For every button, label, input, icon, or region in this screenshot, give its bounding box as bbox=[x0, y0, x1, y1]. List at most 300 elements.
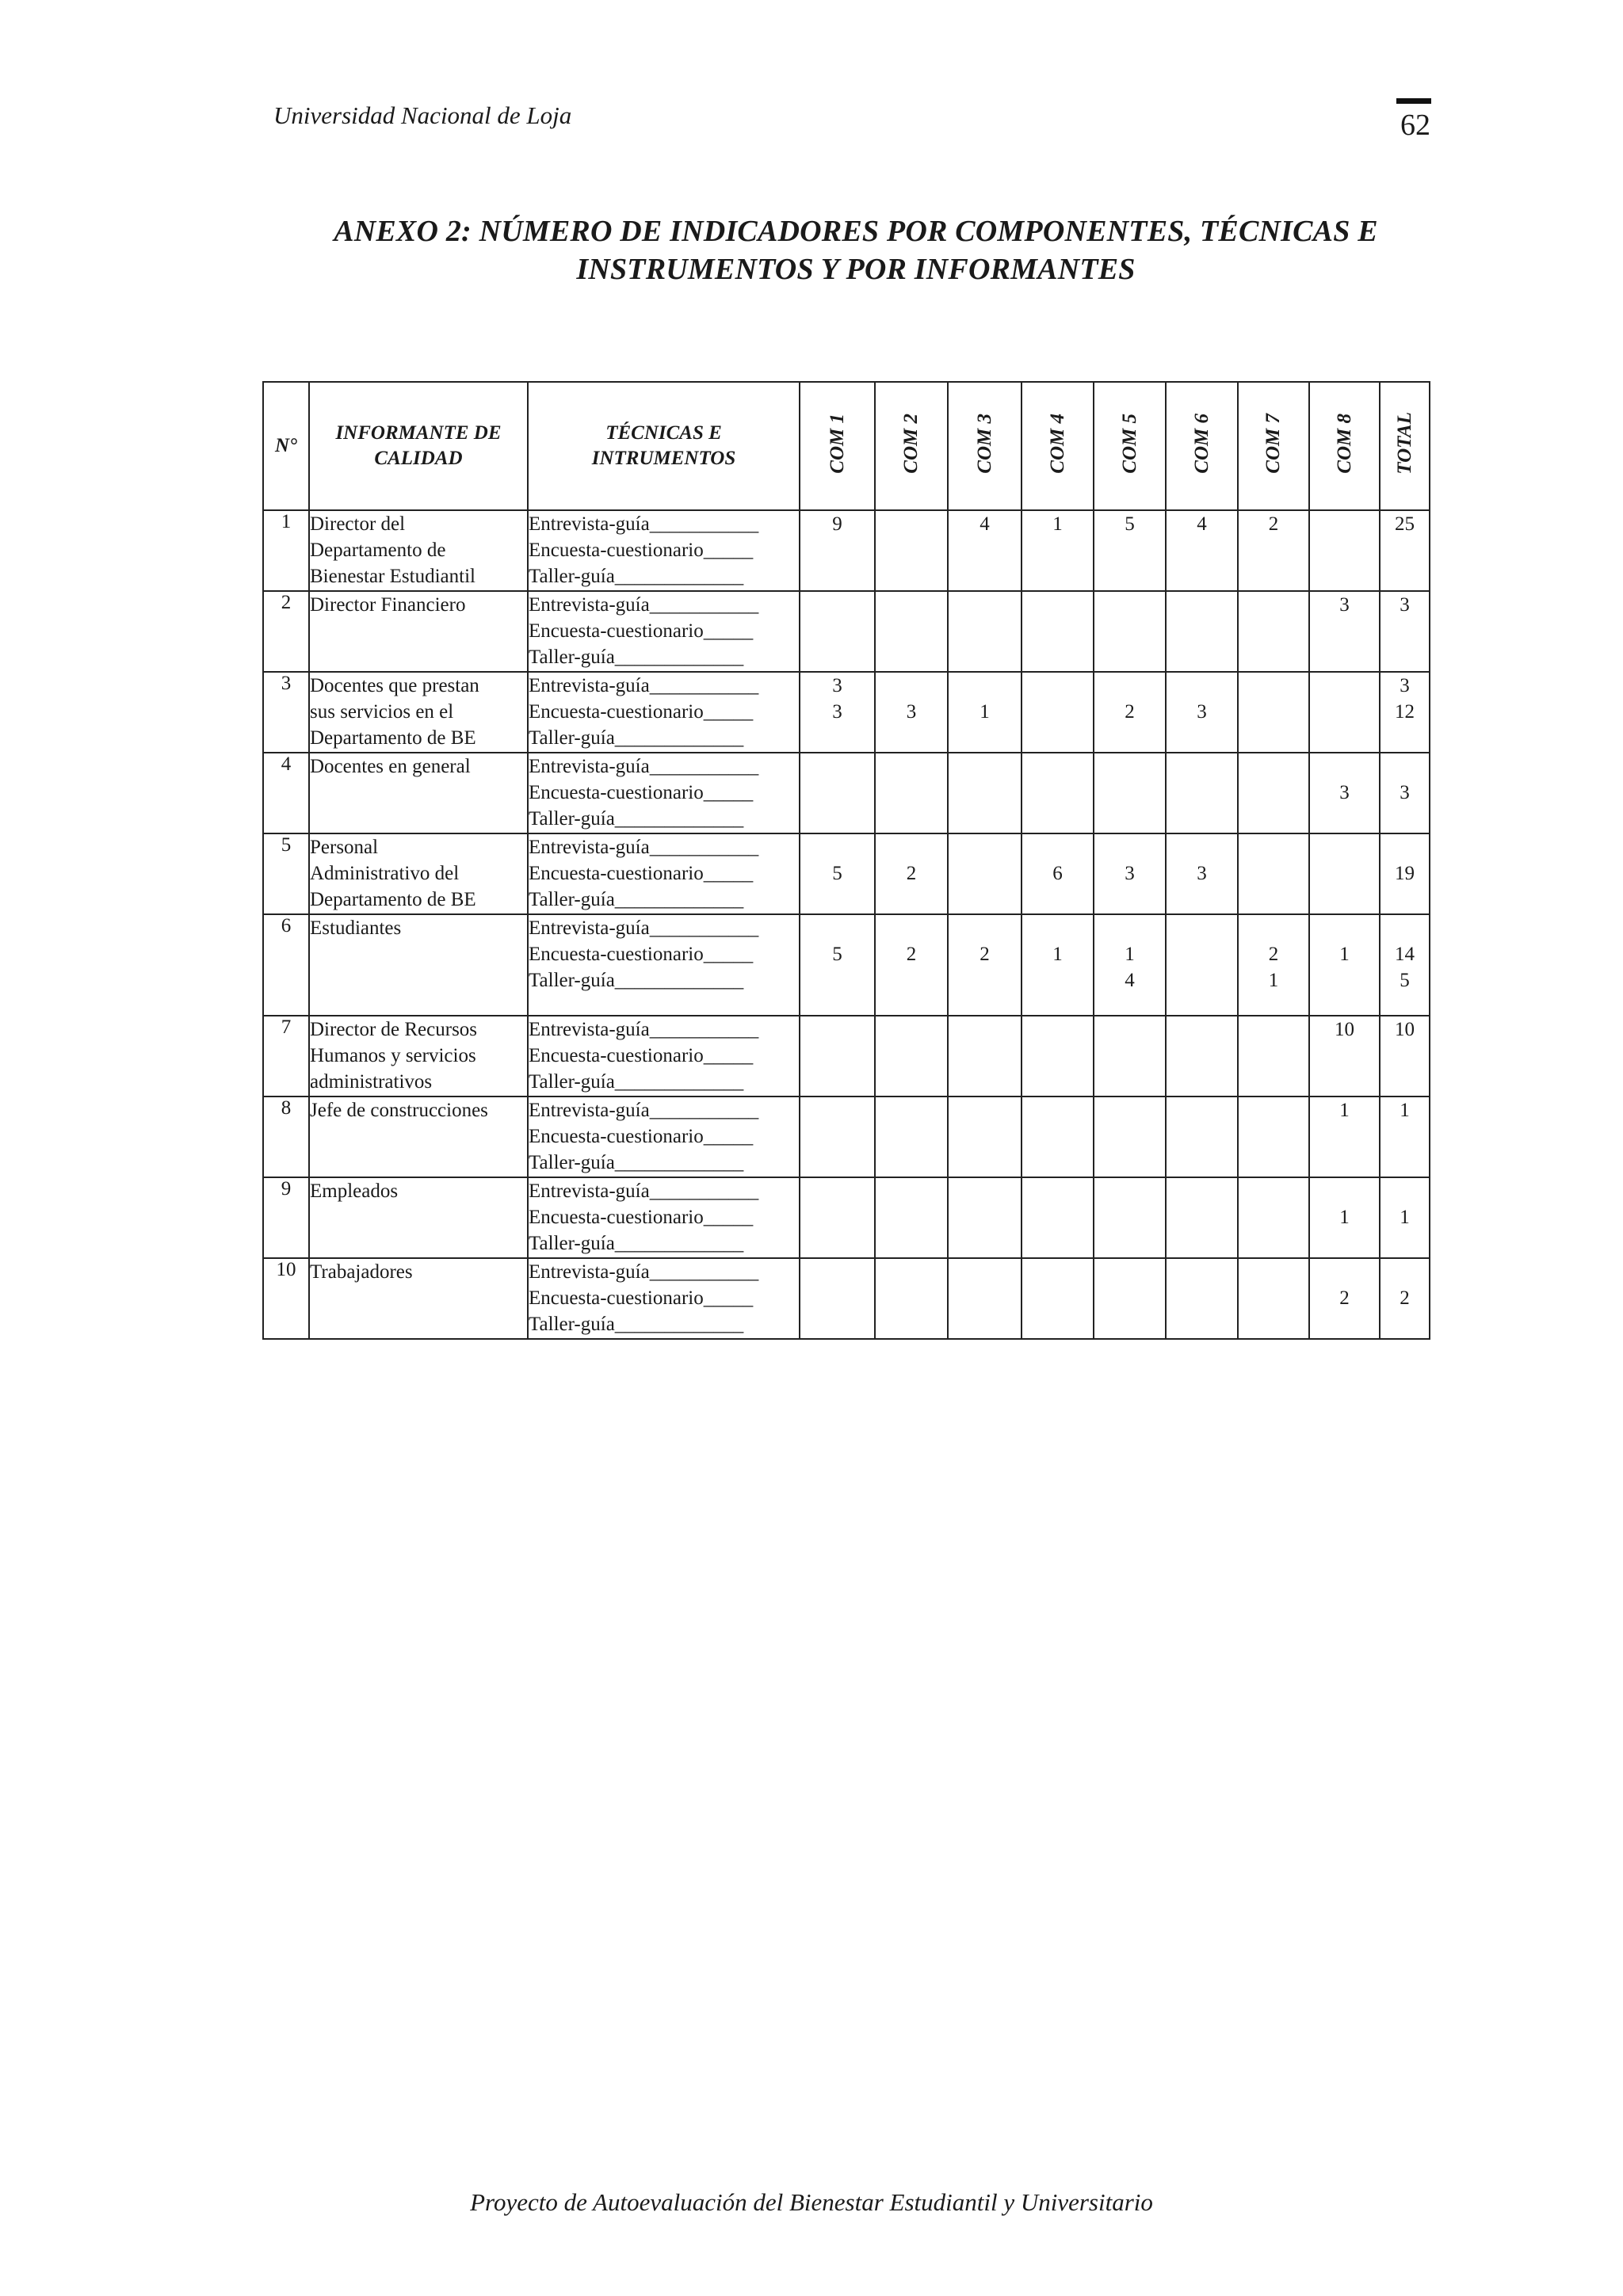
value-line bbox=[1310, 511, 1379, 537]
value-line bbox=[1167, 1043, 1237, 1069]
value-line: 4 bbox=[1197, 513, 1207, 535]
value-line bbox=[1239, 644, 1308, 670]
value-line: 10 bbox=[1395, 1019, 1415, 1040]
tecnica-line: Encuesta-cuestionario_____ bbox=[529, 1287, 754, 1309]
value-line bbox=[949, 1259, 1021, 1285]
tecnicas-cell bbox=[528, 1016, 800, 1097]
tecnica-line: Entrevista-guía___________ bbox=[529, 917, 759, 939]
table-row bbox=[263, 1258, 1430, 1339]
com-5-cell bbox=[1094, 672, 1166, 753]
value-line bbox=[876, 834, 947, 860]
title-line-1: ANEXO 2: NÚMERO DE INDICADORES POR COMPONENTES, TÉCNICAS E bbox=[334, 215, 1378, 248]
tecnica-line: Encuesta-cuestionario_____ bbox=[529, 1126, 754, 1147]
value-line bbox=[1167, 753, 1237, 780]
value-line bbox=[800, 1097, 874, 1123]
tecnica-line: Entrevista-guía___________ bbox=[529, 675, 759, 696]
com-6-cell bbox=[1166, 1258, 1238, 1339]
page-footer: Proyecto de Autoevaluación del Bienestar Estudiantil y Universitario bbox=[470, 2188, 1153, 2216]
value-line bbox=[1094, 1230, 1165, 1257]
value-line bbox=[949, 563, 1021, 589]
com-1-cell bbox=[800, 672, 875, 753]
row-number: 4 bbox=[263, 753, 309, 833]
value-line bbox=[876, 1204, 947, 1230]
com-6-cell bbox=[1166, 510, 1238, 591]
value-line bbox=[949, 753, 1021, 780]
com-2-cell bbox=[875, 1097, 948, 1177]
header-total bbox=[1380, 382, 1430, 510]
value-line bbox=[1167, 1123, 1237, 1150]
value-line: 1 bbox=[1339, 944, 1350, 965]
com-5-cell bbox=[1094, 914, 1166, 1016]
informante-cell bbox=[309, 833, 528, 914]
value-line bbox=[1381, 1311, 1429, 1337]
informante-line: Estudiantes bbox=[310, 917, 402, 939]
header-tecnicas bbox=[528, 382, 800, 510]
informante-line bbox=[310, 967, 527, 994]
value-line bbox=[1239, 806, 1308, 832]
table-row bbox=[263, 1177, 1430, 1258]
value-line bbox=[876, 753, 947, 780]
value-line bbox=[1094, 563, 1165, 589]
table-row bbox=[263, 914, 1430, 1016]
value-line bbox=[1239, 860, 1308, 887]
com-7-cell bbox=[1238, 1016, 1309, 1097]
row-number: 7 bbox=[263, 1016, 309, 1097]
value-line bbox=[1239, 1150, 1308, 1176]
value-line bbox=[1381, 537, 1429, 563]
tecnica-line: Encuesta-cuestionario_____ bbox=[529, 863, 754, 884]
value-line: 5 bbox=[832, 863, 842, 884]
value-line: 1 bbox=[1125, 944, 1135, 965]
value-line: 3 bbox=[1339, 782, 1350, 803]
row-number: 10 bbox=[263, 1258, 309, 1339]
value-line bbox=[949, 1178, 1021, 1204]
value-line bbox=[949, 1311, 1021, 1337]
tecnica-line: Taller-guía_____________ bbox=[529, 970, 744, 991]
tecnica-line: Entrevista-guía___________ bbox=[529, 513, 759, 535]
com-5-cell bbox=[1094, 753, 1166, 833]
com-5-cell bbox=[1094, 1177, 1166, 1258]
value-line bbox=[800, 915, 874, 941]
total-cell bbox=[1380, 510, 1430, 591]
value-line bbox=[1094, 592, 1165, 618]
value-line bbox=[1381, 1259, 1429, 1285]
value-line bbox=[1094, 1311, 1165, 1337]
value-line bbox=[1094, 1204, 1165, 1230]
header-informante-line-2: CALIDAD bbox=[374, 448, 463, 469]
com-1-cell bbox=[800, 833, 875, 914]
value-line bbox=[1167, 563, 1237, 589]
com-3-cell bbox=[948, 672, 1022, 753]
value-line bbox=[1381, 915, 1429, 941]
value-line bbox=[800, 1285, 874, 1311]
value-line bbox=[1310, 834, 1379, 860]
com-1-cell bbox=[800, 1258, 875, 1339]
value-line bbox=[1381, 644, 1429, 670]
value-line bbox=[1310, 806, 1379, 832]
value-line bbox=[1381, 618, 1429, 644]
informante-cell bbox=[309, 510, 528, 591]
informante-line bbox=[310, 1311, 527, 1337]
com-4-cell bbox=[1022, 1016, 1094, 1097]
value-line bbox=[1310, 1311, 1379, 1337]
value-line bbox=[1167, 1311, 1237, 1337]
value-line bbox=[1167, 780, 1237, 806]
header-com-7 bbox=[1238, 382, 1309, 510]
com-4-cell bbox=[1022, 1097, 1094, 1177]
value-line: 2 bbox=[1268, 513, 1279, 535]
value-line bbox=[1094, 1016, 1165, 1043]
value-line bbox=[949, 806, 1021, 832]
value-line bbox=[1022, 563, 1093, 589]
informante-line: Director de Recursos bbox=[310, 1019, 478, 1040]
value-line bbox=[1239, 563, 1308, 589]
value-line bbox=[1381, 806, 1429, 832]
value-line bbox=[876, 1178, 947, 1204]
value-line bbox=[1167, 834, 1237, 860]
table-row bbox=[263, 510, 1430, 591]
header-tecnicas-line-1: TÉCNICAS E bbox=[605, 422, 722, 444]
value-line: 3 bbox=[832, 701, 842, 723]
tecnica-line: Taller-guía_____________ bbox=[529, 889, 744, 910]
com-4-cell bbox=[1022, 672, 1094, 753]
header-com-6-label: COM 6 bbox=[1190, 413, 1212, 474]
com-6-cell bbox=[1166, 914, 1238, 1016]
value-line bbox=[1239, 1016, 1308, 1043]
table-row bbox=[263, 591, 1430, 672]
value-line bbox=[800, 1016, 874, 1043]
value-line bbox=[876, 1016, 947, 1043]
header-com-5 bbox=[1094, 382, 1166, 510]
com-2-cell bbox=[875, 1177, 948, 1258]
com-2-cell bbox=[875, 591, 948, 672]
informante-cell bbox=[309, 1016, 528, 1097]
value-line: 1 bbox=[1052, 513, 1063, 535]
value-line: 3 bbox=[1197, 701, 1207, 723]
tecnica-line: Taller-guía_____________ bbox=[529, 1152, 744, 1173]
informante-cell bbox=[309, 672, 528, 753]
value-line bbox=[800, 1150, 874, 1176]
page-number-rule bbox=[1396, 98, 1431, 104]
informante-line bbox=[310, 644, 527, 670]
value-line: 9 bbox=[832, 513, 842, 535]
value-line bbox=[800, 592, 874, 618]
value-line bbox=[876, 725, 947, 751]
value-line bbox=[1381, 753, 1429, 780]
value-line bbox=[1310, 563, 1379, 589]
informante-line: Director del bbox=[310, 513, 406, 535]
com-2-cell bbox=[875, 672, 948, 753]
value-line: 3 bbox=[1400, 594, 1410, 616]
value-line bbox=[949, 618, 1021, 644]
com-4-cell bbox=[1022, 1258, 1094, 1339]
value-line: 19 bbox=[1395, 863, 1415, 884]
value-line bbox=[1022, 915, 1093, 941]
value-line bbox=[1167, 1285, 1237, 1311]
informante-line bbox=[310, 618, 527, 644]
value-line: 5 bbox=[1125, 513, 1135, 535]
value-line bbox=[1310, 618, 1379, 644]
value-line bbox=[876, 967, 947, 994]
value-line bbox=[1022, 699, 1093, 725]
value-line: 5 bbox=[1400, 970, 1410, 991]
value-line bbox=[800, 806, 874, 832]
header-com-6 bbox=[1166, 382, 1238, 510]
value-line bbox=[1022, 1204, 1093, 1230]
header-informante bbox=[309, 382, 528, 510]
value-line: 25 bbox=[1395, 513, 1415, 535]
table-row bbox=[263, 1016, 1430, 1097]
value-line: 3 bbox=[1400, 782, 1410, 803]
informante-line bbox=[310, 806, 527, 832]
value-line: 1 bbox=[980, 701, 990, 723]
com-8-cell bbox=[1309, 914, 1380, 1016]
informante-line bbox=[310, 1204, 527, 1230]
value-line bbox=[1310, 1043, 1379, 1069]
value-line bbox=[1094, 1259, 1165, 1285]
value-line bbox=[1094, 618, 1165, 644]
com-4-cell bbox=[1022, 510, 1094, 591]
com-6-cell bbox=[1166, 672, 1238, 753]
com-6-cell bbox=[1166, 753, 1238, 833]
value-line: 2 bbox=[980, 944, 990, 965]
informante-line bbox=[310, 1150, 527, 1176]
value-line: 12 bbox=[1395, 701, 1415, 723]
value-line bbox=[1167, 644, 1237, 670]
com-8-cell bbox=[1309, 833, 1380, 914]
tecnica-line: Encuesta-cuestionario_____ bbox=[529, 1207, 754, 1228]
value-line bbox=[1167, 806, 1237, 832]
value-line bbox=[876, 592, 947, 618]
value-line bbox=[1239, 618, 1308, 644]
com-3-cell bbox=[948, 753, 1022, 833]
header-com-1 bbox=[800, 382, 875, 510]
com-7-cell bbox=[1238, 1097, 1309, 1177]
total-cell bbox=[1380, 672, 1430, 753]
value-line bbox=[1022, 725, 1093, 751]
value-line bbox=[1310, 537, 1379, 563]
value-line bbox=[949, 644, 1021, 670]
tecnicas-cell bbox=[528, 1258, 800, 1339]
header-total-label: TOTAL bbox=[1393, 412, 1415, 475]
tecnicas-cell bbox=[528, 672, 800, 753]
header-num: N° bbox=[263, 382, 309, 510]
informante-line: Departamento de bbox=[310, 540, 446, 561]
value-line bbox=[1167, 967, 1237, 994]
value-line: 10 bbox=[1335, 1019, 1354, 1040]
value-line bbox=[800, 1259, 874, 1285]
value-line: 6 bbox=[1052, 863, 1063, 884]
value-line bbox=[1381, 1178, 1429, 1204]
value-line bbox=[949, 1043, 1021, 1069]
informante-line: Empleados bbox=[310, 1180, 399, 1202]
value-line bbox=[1094, 673, 1165, 699]
value-line bbox=[949, 860, 1021, 887]
header-com-2-label: COM 2 bbox=[900, 413, 922, 474]
com-5-cell bbox=[1094, 1258, 1166, 1339]
informante-cell bbox=[309, 753, 528, 833]
com-1-cell bbox=[800, 1177, 875, 1258]
value-line bbox=[1167, 1016, 1237, 1043]
com-1-cell bbox=[800, 591, 875, 672]
table-row bbox=[263, 753, 1430, 833]
informante-cell bbox=[309, 914, 528, 1016]
value-line bbox=[949, 780, 1021, 806]
value-line bbox=[800, 725, 874, 751]
institution-name: Universidad Nacional de Loja bbox=[273, 101, 572, 129]
header-com-4 bbox=[1022, 382, 1094, 510]
com-3-cell bbox=[948, 833, 1022, 914]
value-line bbox=[1239, 780, 1308, 806]
value-line: 1 bbox=[1339, 1207, 1350, 1228]
value-line bbox=[1239, 915, 1308, 941]
value-line bbox=[1022, 537, 1093, 563]
informante-line bbox=[310, 1285, 527, 1311]
value-line: 1 bbox=[1339, 1100, 1350, 1121]
tecnicas-cell bbox=[528, 591, 800, 672]
value-line bbox=[1167, 537, 1237, 563]
tecnica-line: Entrevista-guía___________ bbox=[529, 1261, 759, 1283]
value-line bbox=[876, 673, 947, 699]
value-line bbox=[1167, 592, 1237, 618]
row-number: 9 bbox=[263, 1177, 309, 1258]
value-line bbox=[876, 1069, 947, 1095]
header-com-8-label: COM 8 bbox=[1333, 413, 1355, 474]
informante-line: Departamento de BE bbox=[310, 889, 476, 910]
value-line bbox=[1310, 967, 1379, 994]
com-6-cell bbox=[1166, 833, 1238, 914]
value-line bbox=[1310, 753, 1379, 780]
title-line-2: INSTRUMENTOS Y POR INFORMANTES bbox=[576, 253, 1136, 286]
value-line bbox=[1022, 1178, 1093, 1204]
com-5-cell bbox=[1094, 1016, 1166, 1097]
value-line bbox=[876, 1311, 947, 1337]
table-header-row bbox=[263, 382, 1430, 510]
value-line bbox=[949, 673, 1021, 699]
value-line bbox=[1022, 806, 1093, 832]
value-line bbox=[1022, 673, 1093, 699]
informante-line: administrativos bbox=[310, 1071, 433, 1093]
value-line bbox=[1022, 1097, 1093, 1123]
value-line bbox=[1239, 1069, 1308, 1095]
value-line bbox=[1022, 780, 1093, 806]
tecnicas-cell bbox=[528, 1097, 800, 1177]
com-7-cell bbox=[1238, 591, 1309, 672]
page-number: 62 bbox=[1400, 109, 1430, 142]
com-8-cell bbox=[1309, 510, 1380, 591]
informante-line: Jefe de construcciones bbox=[310, 1100, 488, 1121]
value-line bbox=[800, 1230, 874, 1257]
tecnica-line: Entrevista-guía___________ bbox=[529, 1019, 759, 1040]
informante-line: Humanos y servicios bbox=[310, 1045, 476, 1066]
informante-line bbox=[310, 1230, 527, 1257]
tecnica-line: Encuesta-cuestionario_____ bbox=[529, 944, 754, 965]
total-cell bbox=[1380, 914, 1430, 1016]
value-line bbox=[876, 806, 947, 832]
value-line bbox=[800, 644, 874, 670]
tecnica-line: Entrevista-guía___________ bbox=[529, 756, 759, 777]
total-cell bbox=[1380, 1016, 1430, 1097]
value-line bbox=[876, 1150, 947, 1176]
value-line bbox=[1167, 1150, 1237, 1176]
value-line bbox=[1310, 644, 1379, 670]
value-line bbox=[1310, 699, 1379, 725]
value-line bbox=[1094, 1123, 1165, 1150]
com-6-cell bbox=[1166, 1177, 1238, 1258]
tecnicas-cell bbox=[528, 753, 800, 833]
com-8-cell bbox=[1309, 1016, 1380, 1097]
value-line: 3 bbox=[1400, 675, 1410, 696]
value-line: 1 bbox=[1400, 1207, 1410, 1228]
informante-line: sus servicios en el bbox=[310, 701, 454, 723]
com-7-cell bbox=[1238, 510, 1309, 591]
informante-line: Docentes que prestan bbox=[310, 675, 479, 696]
value-line bbox=[1239, 753, 1308, 780]
value-line bbox=[1094, 887, 1165, 913]
total-cell bbox=[1380, 753, 1430, 833]
tecnica-line: Entrevista-guía___________ bbox=[529, 1180, 759, 1202]
value-line bbox=[876, 1230, 947, 1257]
com-4-cell bbox=[1022, 753, 1094, 833]
com-2-cell bbox=[875, 753, 948, 833]
value-line bbox=[1239, 1204, 1308, 1230]
value-line bbox=[876, 887, 947, 913]
value-line bbox=[800, 1311, 874, 1337]
com-8-cell bbox=[1309, 1177, 1380, 1258]
informante-cell bbox=[309, 591, 528, 672]
value-line: 1 bbox=[1268, 970, 1279, 991]
header-com-7-label: COM 7 bbox=[1262, 413, 1284, 474]
value-line: 3 bbox=[1197, 863, 1207, 884]
value-line bbox=[949, 1230, 1021, 1257]
tecnica-line: Encuesta-cuestionario_____ bbox=[529, 620, 754, 642]
row-number: 6 bbox=[263, 914, 309, 1016]
com-1-cell bbox=[800, 1097, 875, 1177]
tecnica-line: Encuesta-cuestionario_____ bbox=[529, 701, 754, 723]
value-line bbox=[949, 1204, 1021, 1230]
value-line: 3 bbox=[832, 675, 842, 696]
value-line bbox=[1094, 1150, 1165, 1176]
value-line bbox=[1167, 618, 1237, 644]
tecnica-line: Taller-guía_____________ bbox=[529, 808, 744, 830]
informante-line: Docentes en general bbox=[310, 756, 471, 777]
com-1-cell bbox=[800, 1016, 875, 1097]
value-line bbox=[1094, 1097, 1165, 1123]
value-line bbox=[1381, 1123, 1429, 1150]
value-line bbox=[876, 537, 947, 563]
value-line bbox=[1310, 915, 1379, 941]
value-line: 4 bbox=[1125, 970, 1135, 991]
com-6-cell bbox=[1166, 1097, 1238, 1177]
value-line bbox=[1022, 967, 1093, 994]
value-line: 3 bbox=[906, 701, 917, 723]
tecnica-line: Taller-guía_____________ bbox=[529, 1314, 744, 1335]
informante-cell bbox=[309, 1097, 528, 1177]
value-line bbox=[800, 780, 874, 806]
value-line bbox=[800, 967, 874, 994]
value-line bbox=[1239, 1259, 1308, 1285]
value-line bbox=[800, 537, 874, 563]
value-line bbox=[1022, 1069, 1093, 1095]
value-line bbox=[876, 1285, 947, 1311]
header-com-1-label: COM 1 bbox=[826, 413, 848, 474]
value-line bbox=[1381, 1150, 1429, 1176]
com-8-cell bbox=[1309, 1097, 1380, 1177]
tecnica-line: Encuesta-cuestionario_____ bbox=[529, 782, 754, 803]
value-line bbox=[800, 563, 874, 589]
value-line: 1 bbox=[1052, 944, 1063, 965]
com-3-cell bbox=[948, 591, 1022, 672]
